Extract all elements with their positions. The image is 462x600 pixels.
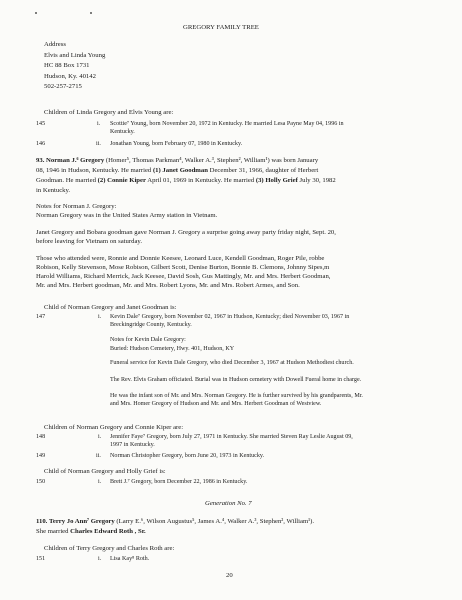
address-line: Elvis and Linda Young bbox=[44, 52, 106, 59]
child-notes-heading: Notes for Kevin Dale Gregory: bbox=[110, 337, 186, 343]
address-line: 502-257-2715 bbox=[44, 83, 82, 90]
generation-heading: Generation No. 7 bbox=[205, 500, 252, 507]
children-heading: Children of Norman Gregory and Connie Kiper are: bbox=[44, 424, 184, 431]
child-entry: Jonathan Young, born February 07, 1980 in Kentucky. bbox=[110, 141, 243, 147]
child-roman: i. bbox=[98, 434, 102, 440]
child-note: The Rev. Elvis Graham officiated. Burial was in Hudson cemetery with Dowell Fueral home in charge. bbox=[110, 377, 362, 383]
entry-number: 110. bbox=[36, 518, 48, 525]
address-line: HC 88 Box 1731 bbox=[44, 62, 90, 69]
notes-paragraph: Norman Gregory was in the United States Army station in Vietnam. bbox=[36, 212, 218, 219]
spouse-name: (2) Connie Kiper bbox=[97, 177, 146, 184]
child-note: Funeral service for Kevin Dale Gregory, who died December 3, 1967 at Hudson Methodiest church. bbox=[110, 360, 354, 366]
child-roman: i. bbox=[98, 479, 102, 485]
child-entry: Norman Christopher Gregory, born June 20, 1973 in Kentucky. bbox=[110, 453, 265, 459]
spouse-name: (1) Janet Goodman bbox=[152, 167, 208, 174]
child-entry: Scottie⁷ Young, born November 20, 1972 in Kentucky. He married Lesa Payne May 04, 1996 in bbox=[110, 121, 344, 127]
address-line: Hudson, Ky. 40142 bbox=[44, 73, 96, 80]
notes-paragraph: Robison, Kelly Stevenson, Mose Robison, Gilbert Scott, Denise Burton, Bonnie B. Clemons, Johnny Sipes,m bbox=[36, 264, 330, 271]
person-entry-terry bbox=[36, 518, 314, 526]
page-title: GREGORY FAMILY TREE bbox=[183, 24, 259, 31]
spouse-name: (3) Holly Grief bbox=[255, 177, 298, 184]
child-roman: ii. bbox=[96, 453, 101, 459]
child-roman: i. bbox=[98, 556, 102, 562]
child-entry: Jennifer Faye⁷ Gregory, born July 27, 1971 in Kentucky. She married Steven Ray Leslie August 09, bbox=[110, 434, 353, 440]
child-number: 146 bbox=[36, 141, 46, 147]
notes-paragraph: Those who attended were, Ronnie and Donnie Keesee, Leonard Luce, Kendell Goodman, Roger Pile, robbe bbox=[36, 255, 325, 262]
person-name: Terry Jo Ann⁷ Gregory bbox=[49, 518, 115, 525]
person-entry-line: She married Charles Edward Roth , Sr. bbox=[36, 528, 146, 535]
person-name: Norman J.⁶ Gregory bbox=[46, 157, 105, 164]
person-entry-line: Goodman. He married (2) Connie Kiper April 01, 1969 in Kentucky. He married (3) Holly Grief July 30, 1982 bbox=[36, 177, 336, 184]
children-heading: Children of Linda Gregory and Elvis Young are: bbox=[44, 109, 174, 116]
entry-number: 93. bbox=[36, 157, 45, 164]
address-label: Address bbox=[44, 41, 66, 48]
child-number: 147 bbox=[36, 314, 46, 320]
child-roman: i. bbox=[98, 314, 102, 320]
burial-info: Buried: Hudson Cemetery, Hwy. 401, Hudson, KY bbox=[110, 346, 235, 352]
notes-paragraph: Harold Williams, Richard Merrick, Jack Keesee, David Sosh, Gus Mattingly, Mr. and Mrs. Herbert Goodman, bbox=[36, 273, 331, 280]
child-note: He was the infant son of Mr. and Mrs. Norman Gregory. He is further survived by his grandparents, Mr. bbox=[110, 393, 363, 399]
person-entry-line: in Kentucky. bbox=[36, 187, 71, 194]
children-heading: Child of Norman Gregory and Holly Grief is: bbox=[44, 468, 166, 475]
child-roman: ii. bbox=[96, 141, 101, 147]
spouse-name: Charles Edward Roth , Sr. bbox=[70, 528, 146, 535]
person-entry-norman bbox=[36, 157, 318, 165]
notes-paragraph: Janet Gregory and Bobara goodman gave Norman J. Gregory a surprise going away party friday night, Sept. 20, bbox=[36, 229, 336, 236]
notes-heading: Notes for Norman J. Gregory: bbox=[36, 203, 117, 210]
child-entry: Lisa Kay⁸ Roth. bbox=[110, 556, 150, 562]
child-entry-continued: Kentucky. bbox=[110, 129, 135, 135]
lineage: (Larry E.⁶, Wilson Augustus⁵, James A.⁴, Walker A.³, Stephen², William¹). bbox=[114, 518, 315, 525]
lineage: (Homer⁵, Thomas Parkman⁴, Walker A.³, Stephen², William¹) was born January bbox=[104, 157, 319, 164]
child-entry: Kevin Dale⁷ Gregory, born November 02, 1967 in Hudson, Kentucky; died November 03, 1967 in bbox=[110, 314, 350, 320]
child-number: 145 bbox=[36, 121, 46, 127]
child-number: 149 bbox=[36, 453, 46, 459]
page-number: 20 bbox=[226, 572, 233, 579]
child-roman: i. bbox=[97, 121, 101, 127]
person-entry-line: 08, 1946 in Hudson, Kentucky. He married (1) Janet Goodman December 31, 1966, daughter of Herbert bbox=[36, 167, 319, 174]
scan-mark bbox=[90, 12, 92, 14]
notes-paragraph: Mr. and Mrs. Herbert goodman, Mr. and Mrs. Robert Lyons, Mr. and Mrs. Robert Armes, and Son. bbox=[36, 282, 300, 289]
notes-paragraph: before leaving for Vietnam on saturday. bbox=[36, 238, 143, 245]
children-heading: Children of Terry Gregory and Charles Roth are: bbox=[44, 545, 175, 552]
children-heading: Child of Norman Gregory and Janet Goodman is: bbox=[44, 304, 177, 311]
child-number: 148 bbox=[36, 434, 46, 440]
scan-mark bbox=[35, 12, 37, 14]
child-entry: Brett J.⁷ Gregory, born December 22, 1986 in Kentucky. bbox=[110, 479, 248, 485]
child-entry-continued: 1997 in Kentucky. bbox=[110, 442, 155, 448]
child-entry-continued: Breckingridge County, Kentucky. bbox=[110, 322, 192, 328]
child-note: and Mrs. Homer Gregory of Hudson and Mr. and Mrs. Herbert Goodman of Westview. bbox=[110, 401, 322, 407]
child-number: 151 bbox=[36, 556, 46, 562]
child-number: 150 bbox=[36, 479, 46, 485]
